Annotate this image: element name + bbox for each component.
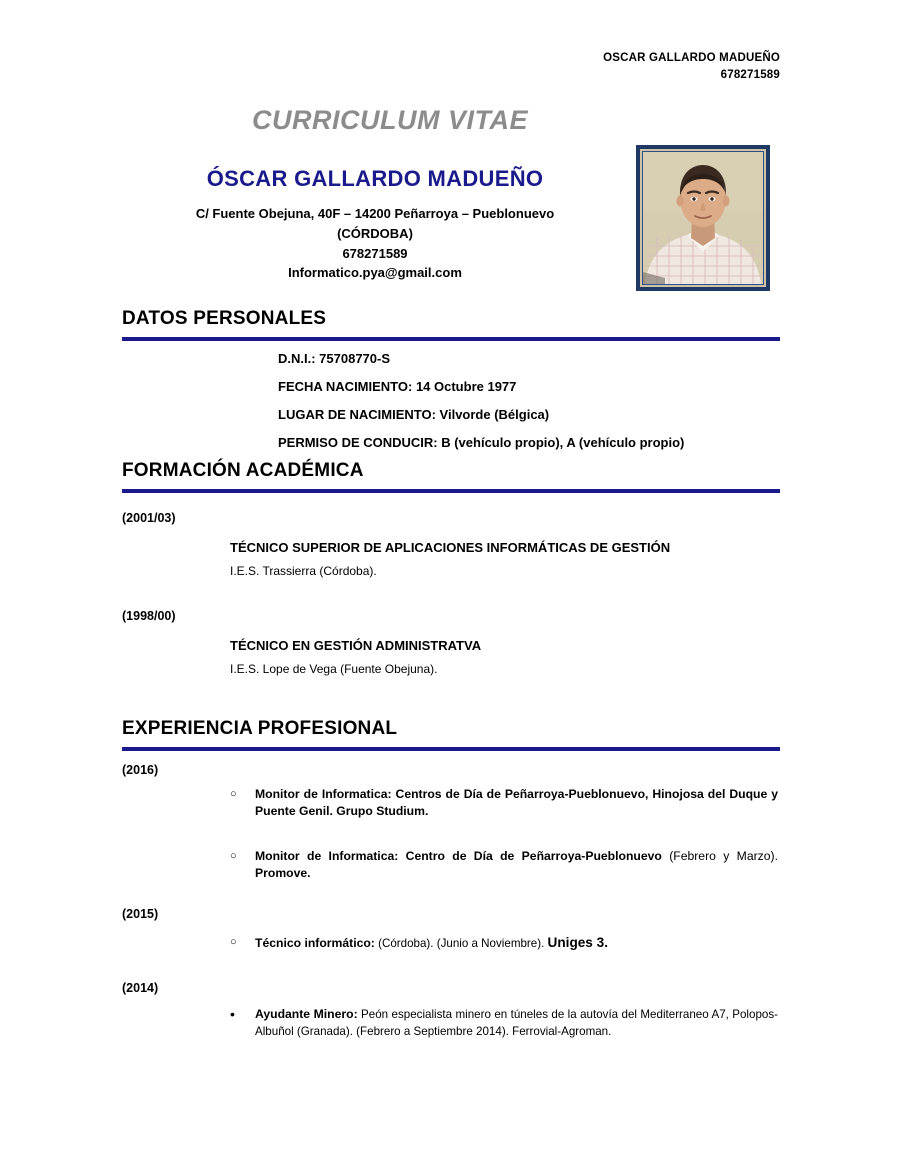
- bullet-circle-hollow-icon: ○: [230, 788, 237, 800]
- education-entry-school: I.E.S. Trassierra (Córdoba).: [230, 564, 377, 579]
- personal-data-row: LUGAR DE NACIMIENTO: Vilvorde (Bélgica): [278, 407, 550, 422]
- bullet-circle-hollow-icon: ○: [230, 850, 237, 862]
- experience-group-year: (2015): [122, 907, 159, 921]
- experience-year-group: [122, 764, 782, 778]
- education-entry-school: I.E.S. Lope de Vega (Fuente Obejuna).: [230, 662, 438, 677]
- experience-item-role: Ayudante Minero:: [255, 1007, 358, 1021]
- education-entry-role: TÉCNICO EN GESTIÓN ADMINISTRATVA: [230, 637, 482, 653]
- header-phone: 678271589: [720, 68, 780, 81]
- page-header: [603, 50, 780, 83]
- profile-photo-image: [643, 152, 763, 284]
- education-entry: [122, 610, 782, 677]
- experience-item-role: Técnico informático:: [255, 936, 375, 950]
- profile-photo: [636, 145, 770, 291]
- experience-item-text: [255, 934, 778, 953]
- section-heading-personal: DATOS PERSONALES: [122, 308, 327, 329]
- experience-item-detail: Peón especialista minero en túneles de la autovía del Mediterraneo A7, Polopos-Albuñol (Granada). (Febrero a Septiembre 2014). Ferrovial-Agroman.: [255, 1008, 779, 1038]
- section-education: [122, 460, 780, 493]
- experience-item-company: Promove.: [255, 865, 311, 880]
- contact-email: Informatico.pya@gmail.com: [288, 265, 462, 281]
- experience-item-role: Monitor de Informatica:: [255, 787, 392, 801]
- experience-item-text: [255, 848, 778, 882]
- section-personal-data: [122, 308, 780, 341]
- experience-item-period: (Febrero y Marzo).: [661, 849, 778, 863]
- experience-item-role: Monitor de Informatica: Centro de Día de Peñarroya-Pueblonuevo: [255, 849, 662, 863]
- experience-item-text: [255, 1006, 778, 1040]
- education-entry-year: (2001/03): [122, 511, 176, 525]
- education-entry-year: (1998/00): [122, 609, 176, 623]
- education-entry-role: TÉCNICO SUPERIOR DE APLICACIONES INFORMÁTICAS DE GESTIÓN: [230, 539, 671, 555]
- section-divider-personal: [122, 337, 780, 341]
- education-entry-body: [230, 540, 782, 579]
- experience-item: [230, 848, 778, 882]
- section-divider-experience: [122, 747, 780, 751]
- section-heading-experience: EXPERIENCIA PROFESIONAL: [122, 718, 398, 739]
- personal-data-row: FECHA NACIMIENTO: 14 Octubre 1977: [278, 379, 517, 394]
- education-entry: [122, 512, 782, 579]
- contact-address-line2: (CÓRDOBA): [337, 225, 413, 241]
- experience-item: [230, 1006, 778, 1040]
- profile-photo-inner: [642, 151, 764, 285]
- experience-year-group: [122, 982, 782, 996]
- contact-phone: 678271589: [342, 245, 408, 261]
- experience-item: [230, 786, 778, 820]
- page-title: CURRICULUM VITAE: [252, 105, 528, 135]
- header-name: OSCAR GALLARDO MADUEÑO: [603, 52, 780, 64]
- personal-data-row: PERMISO DE CONDUCIR: B (vehículo propio), A (vehículo propio): [278, 435, 685, 450]
- experience-item: [230, 934, 778, 953]
- education-entry-body: [230, 638, 782, 677]
- experience-year-group: [122, 908, 782, 922]
- experience-item-period: (Córdoba). (Junio a Noviembre).: [374, 937, 548, 950]
- experience-item-text: [255, 786, 778, 820]
- contact-address-line1: C/ Fuente Obejuna, 40F – 14200 Peñarroya – Pueblonuevo: [195, 206, 555, 221]
- section-divider-education: [122, 489, 780, 493]
- bullet-circle-solid-icon: •: [230, 1006, 235, 1022]
- candidate-name: ÓSCAR GALLARDO MADUEÑO: [206, 166, 544, 191]
- contact-block: [120, 204, 630, 283]
- experience-item-detail: Centros de Día de Peñarroya-Pueblonuevo, Hinojosa del Duque y Puente Genil. Grupo Studium.: [255, 787, 779, 818]
- personal-data-list: [278, 352, 778, 464]
- personal-data-row: D.N.I.: 75708770-S: [278, 351, 391, 366]
- section-experience: [122, 718, 780, 751]
- section-heading-education: FORMACIÓN ACADÉMICA: [122, 460, 364, 481]
- bullet-circle-hollow-icon: ○: [230, 936, 237, 948]
- experience-group-year: (2016): [122, 763, 159, 777]
- experience-item-company: Uniges 3.: [547, 935, 608, 950]
- experience-group-year: (2014): [122, 981, 159, 995]
